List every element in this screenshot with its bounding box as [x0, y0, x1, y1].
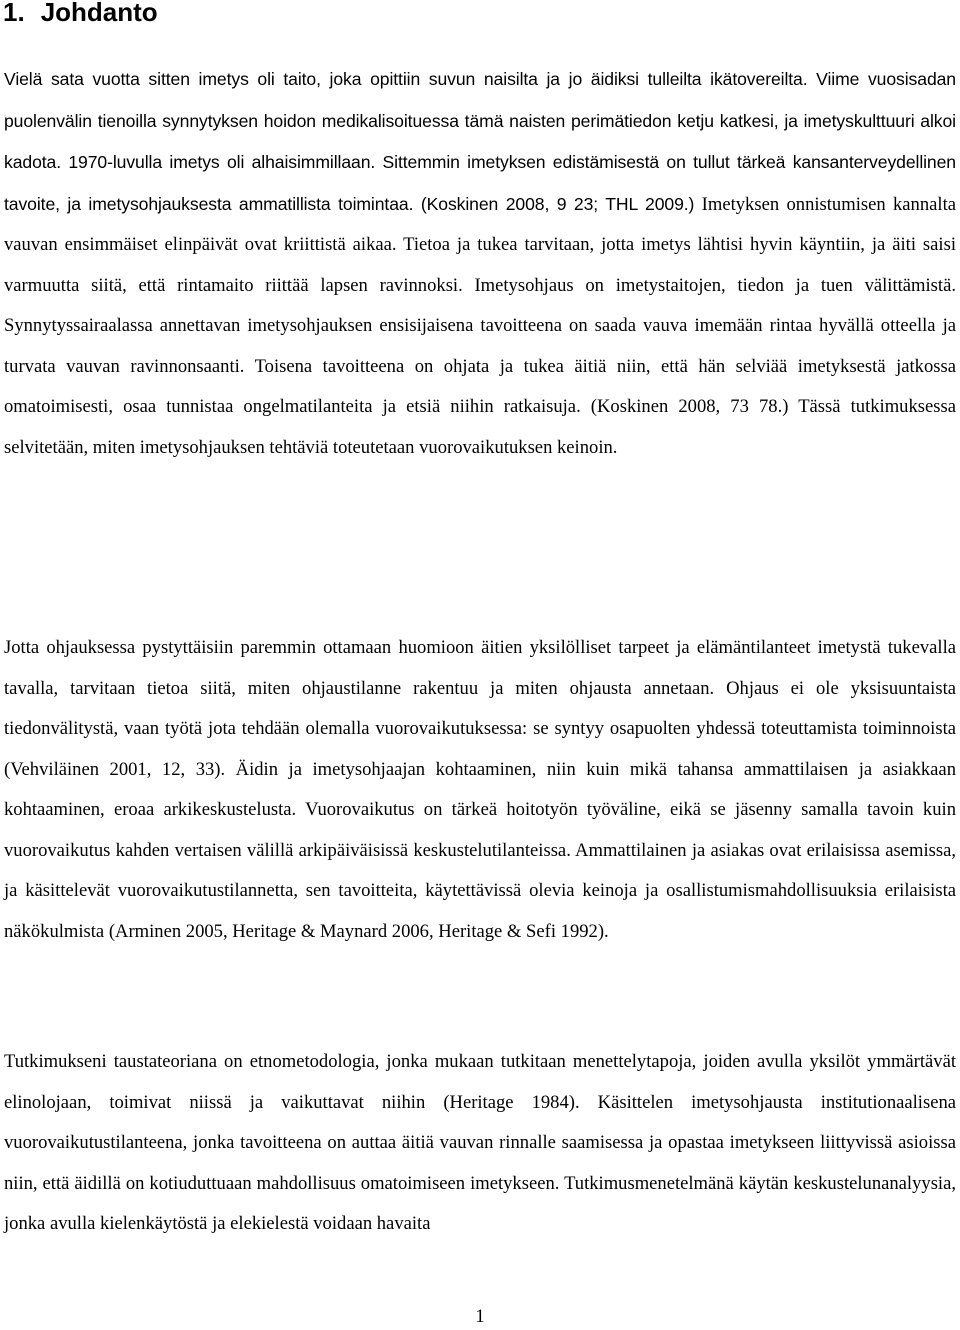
paragraph-1-sans-text: Vielä sata vuotta sitten imetys oli taito, joka opittiin suvun naisilta ja jo äidiksi tulleilta ikätovereilta. Viime vuosisadan puolenvälin tienoilla synnytyksen hoidon medikalisoituessa tämä naisten perimätiedon ketju katkesi, ja imetyskulttuuri alkoi kadota. 1970-luvulla imetys oli alhaisimmillaan. Sittemmin imetyksen edistämisestä on tullut tärkeä kansanterveydellinen tavoite, ja imetysohjauksesta ammatillista toimintaa. (Koskinen 2008, 9 23; THL 2009.)	[4, 69, 956, 214]
page-number: 1	[475, 1306, 485, 1327]
paragraph-2	[4, 628, 956, 952]
paragraph-1	[4, 59, 956, 468]
section-number: 1.	[3, 0, 25, 27]
section-title: Johdanto	[40, 0, 158, 27]
section-heading	[3, 0, 158, 30]
paragraph-1-serif-text: Imetyksen onnistumisen kannalta vauvan ensimmäiset elinpäivät ovat kriittistä aikaa. Tietoa ja tukea tarvitaan, jotta imetys lähtisi hyvin käyntiin, ja äiti saisi varmuutta siitä, että rintamaito riittää lapsen ravinnoksi. Imetysohjaus on imetystaitojen, tiedon ja tuen välittämistä. Synnytyssairaalassa annettavan imetysohjauksen ensisijaisena tavoitteena on saada vauva imemään rintaa hyvällä otteella ja turvata vauvan ravinnonsaanti. Toisena tavoitteena on ohjata ja tukea äitiä niin, että hän selviää imetyksestä jatkossa omatoimisesti, osaa tunnistaa ongelmatilanteita ja etsiä niihin ratkaisuja. (Koskinen 2008, 73 78.) Tässä tutkimuksessa selvitetään, miten imetysohjauksen tehtäviä toteutetaan vuorovaikutuksen keinoin.	[4, 193, 956, 458]
paragraph-2-text: Jotta ohjauksessa pystyttäisiin paremmin ottamaan huomioon äitien yksilölliset tarpeet ja elämäntilanteet imetystä tukevalla tavalla, tarvitaan tietoa siitä, miten ohjaustilanne rakentuu ja miten ohjausta annetaan. Ohjaus ei ole yksisuuntaista tiedonvälitystä, vaan työtä jota tehdään olemalla vuorovaikutuksessa: se syntyy osapuolten yhdessä toteuttamista toiminnoista (Vehviläinen 2001, 12, 33). Äidin ja imetysohjaajan kohtaaminen, niin kuin mikä tahansa ammattilaisen ja asiakkaan kohtaaminen, eroaa arkikeskustelusta. Vuorovaikutus on tärkeä hoitotyön työväline, eikä se jäsenny samalla tavoin kuin vuorovaikutus kahden vertaisen välillä arkipäiväisissä keskustelutilanteissa. Ammattilainen ja asiakas ovat erilaisissa asemissa, ja käsittelevät vuorovaikutustilannetta, sen tavoitteita, käytettävissä olevia keinoja ja osallistumismahdollisuuksia erilaisista näkökulmista (Arminen 2005, Heritage & Maynard 2006, Heritage & Sefi 1992).	[4, 637, 956, 942]
paragraph-3-text: Tutkimukseni taustateoriana on etnometodologia, jonka mukaan tutkitaan menettelytapoja, joiden avulla yksilöt ymmärtävät elinolojaan, toimivat niissä ja vaikuttavat niihin (Heritage 1984). Käsittelen imetysohjausta institutionaalisena vuorovaikutustilanteena, jonka tavoitteena on auttaa äitiä vauvan rinnalle saamisessa ja opastaa imetykseen liittyvissä asioissa niin, että äidillä on kotiuduttuaan mahdollisuus omatoimiseen imetykseen. Tutkimusmenetelmänä käytän keskustelunanalyysia, jonka avulla kielenkäytöstä ja elekielestä voidaan havaita	[4, 1051, 956, 1234]
paragraph-3	[4, 1042, 956, 1245]
